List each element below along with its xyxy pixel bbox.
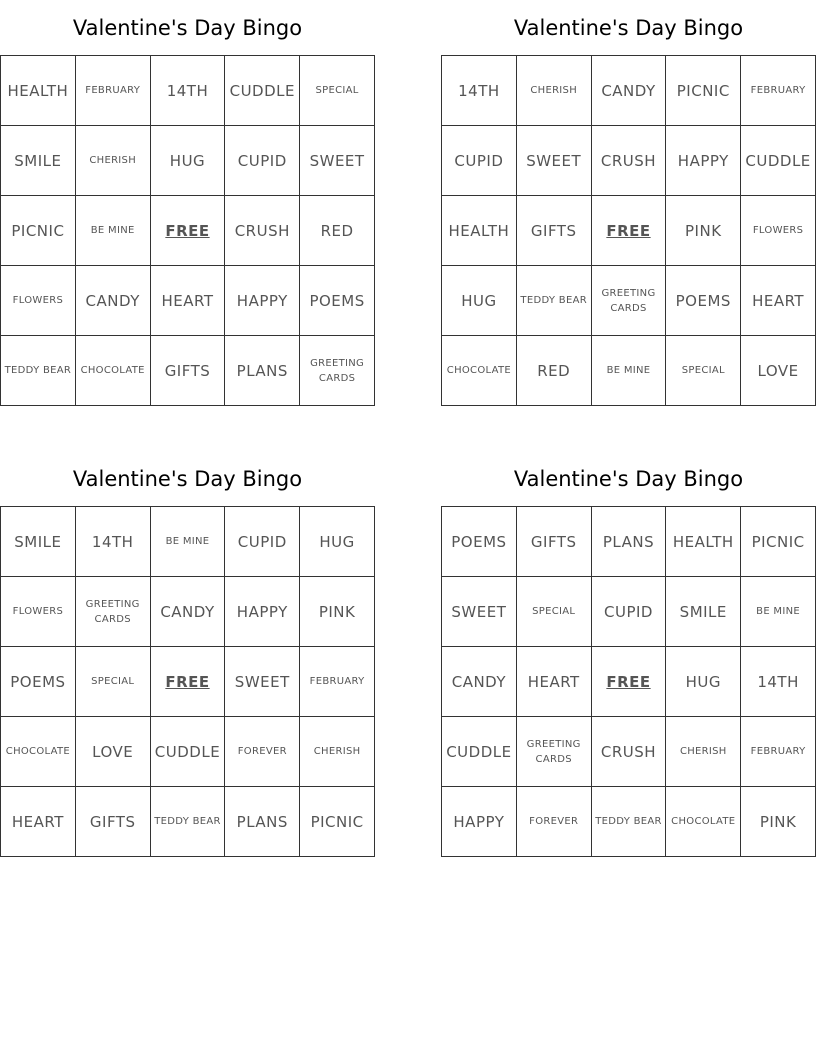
bingo-cell: FLOWERS: [741, 196, 816, 266]
bingo-cell: CHOCOLATE: [442, 336, 517, 406]
bingo-cell: POEMS: [442, 507, 517, 577]
bingo-cell: HAPPY: [442, 787, 517, 857]
bingo-cell: GIFTS: [517, 196, 592, 266]
bingo-cell: HUG: [666, 647, 741, 717]
bingo-cell: POEMS: [1, 647, 76, 717]
bingo-cell: FEBRUARY: [741, 717, 816, 787]
bingo-cell: SWEET: [442, 577, 517, 647]
bingo-cell: CRUSH: [225, 196, 300, 266]
card-title: Valentine's Day Bingo: [72, 16, 303, 40]
bingo-cell: CHERISH: [666, 717, 741, 787]
bingo-cell: HAPPY: [225, 577, 300, 647]
bingo-cell: GIFTS: [151, 336, 226, 406]
bingo-cell: RED: [300, 196, 375, 266]
card-title: Valentine's Day Bingo: [513, 467, 744, 491]
bingo-cell: CRUSH: [592, 126, 667, 196]
bingo-cell: GREETING CARDS: [592, 266, 667, 336]
bingo-cell: PINK: [741, 787, 816, 857]
bingo-cell: SPECIAL: [517, 577, 592, 647]
bingo-cell: CHOCOLATE: [1, 717, 76, 787]
bingo-cell: FEBRUARY: [300, 647, 375, 717]
bingo-cell: SPECIAL: [300, 56, 375, 126]
bingo-cell: TEDDY BEAR: [592, 787, 667, 857]
bingo-cell: SWEET: [225, 647, 300, 717]
bingo-cell: 14TH: [741, 647, 816, 717]
bingo-cell: HUG: [300, 507, 375, 577]
bingo-grid: [0, 506, 375, 857]
bingo-cell: TEDDY BEAR: [1, 336, 76, 406]
bingo-cell: SWEET: [517, 126, 592, 196]
bingo-grid: [441, 55, 816, 406]
bingo-cell: PICNIC: [1, 196, 76, 266]
bingo-cell: CHOCOLATE: [76, 336, 151, 406]
bingo-cell: FEBRUARY: [741, 56, 816, 126]
bingo-cell: FLOWERS: [1, 577, 76, 647]
bingo-cell: SWEET: [300, 126, 375, 196]
bingo-cell: BE MINE: [151, 507, 226, 577]
bingo-cell: SMILE: [1, 507, 76, 577]
bingo-cell: FLOWERS: [1, 266, 76, 336]
bingo-cell: GREETING CARDS: [517, 717, 592, 787]
bingo-cell: HEALTH: [666, 507, 741, 577]
bingo-cell: SMILE: [666, 577, 741, 647]
bingo-cell: POEMS: [300, 266, 375, 336]
bingo-cell: HUG: [151, 126, 226, 196]
bingo-cell: GIFTS: [517, 507, 592, 577]
bingo-cell: SMILE: [1, 126, 76, 196]
bingo-grid: [441, 506, 816, 857]
bingo-cell: CHOCOLATE: [666, 787, 741, 857]
bingo-cell: FEBRUARY: [76, 56, 151, 126]
bingo-cell: HEART: [517, 647, 592, 717]
bingo-cell: HEALTH: [1, 56, 76, 126]
bingo-cell: CANDY: [442, 647, 517, 717]
bingo-cell: CUDDLE: [225, 56, 300, 126]
free-space: FREE: [592, 196, 667, 266]
bingo-cell: CUDDLE: [741, 126, 816, 196]
bingo-cell: CUPID: [442, 126, 517, 196]
bingo-cell: GREETING CARDS: [76, 577, 151, 647]
bingo-cell: HAPPY: [666, 126, 741, 196]
bingo-cell: CUDDLE: [151, 717, 226, 787]
free-space: FREE: [592, 647, 667, 717]
bingo-cell: PICNIC: [666, 56, 741, 126]
bingo-cell: CUPID: [225, 126, 300, 196]
bingo-card-2: [441, 0, 816, 406]
bingo-cell: BE MINE: [741, 577, 816, 647]
bingo-card-1: [0, 0, 375, 406]
bingo-cell: CHERISH: [300, 717, 375, 787]
card-title: Valentine's Day Bingo: [72, 467, 303, 491]
bingo-card-3: [0, 451, 375, 857]
bingo-cell: GREETING CARDS: [300, 336, 375, 406]
bingo-cell: CHERISH: [76, 126, 151, 196]
bingo-cell: PINK: [300, 577, 375, 647]
bingo-cell: PINK: [666, 196, 741, 266]
bingo-cell: BE MINE: [76, 196, 151, 266]
bingo-cell: LOVE: [741, 336, 816, 406]
bingo-cell: TEDDY BEAR: [517, 266, 592, 336]
bingo-cell: HEART: [151, 266, 226, 336]
bingo-cell: LOVE: [76, 717, 151, 787]
bingo-cell: FOREVER: [517, 787, 592, 857]
bingo-cell: SPECIAL: [666, 336, 741, 406]
bingo-cell: HAPPY: [225, 266, 300, 336]
bingo-grid: [0, 55, 375, 406]
bingo-cell: PLANS: [225, 336, 300, 406]
bingo-cell: BE MINE: [592, 336, 667, 406]
bingo-cell: 14TH: [442, 56, 517, 126]
free-space: FREE: [151, 647, 226, 717]
bingo-cell: PICNIC: [741, 507, 816, 577]
bingo-cell: CUPID: [225, 507, 300, 577]
bingo-cell: CRUSH: [592, 717, 667, 787]
bingo-cell: CANDY: [151, 577, 226, 647]
bingo-cell: HUG: [442, 266, 517, 336]
bingo-cell: GIFTS: [76, 787, 151, 857]
free-space: FREE: [151, 196, 226, 266]
bingo-cell: 14TH: [76, 507, 151, 577]
bingo-cell: CHERISH: [517, 56, 592, 126]
bingo-cell: 14TH: [151, 56, 226, 126]
bingo-cell: HEART: [741, 266, 816, 336]
bingo-cell: HEALTH: [442, 196, 517, 266]
card-title: Valentine's Day Bingo: [513, 16, 744, 40]
bingo-cell: PLANS: [225, 787, 300, 857]
bingo-cell: SPECIAL: [76, 647, 151, 717]
bingo-cell: PLANS: [592, 507, 667, 577]
bingo-card-4: [441, 451, 816, 857]
bingo-cell: CANDY: [76, 266, 151, 336]
bingo-cell: FOREVER: [225, 717, 300, 787]
bingo-cell: TEDDY BEAR: [151, 787, 226, 857]
bingo-cell: PICNIC: [300, 787, 375, 857]
bingo-cell: CUDDLE: [442, 717, 517, 787]
bingo-cell: RED: [517, 336, 592, 406]
bingo-cell: HEART: [1, 787, 76, 857]
bingo-cell: CANDY: [592, 56, 667, 126]
bingo-cell: POEMS: [666, 266, 741, 336]
bingo-cell: CUPID: [592, 577, 667, 647]
